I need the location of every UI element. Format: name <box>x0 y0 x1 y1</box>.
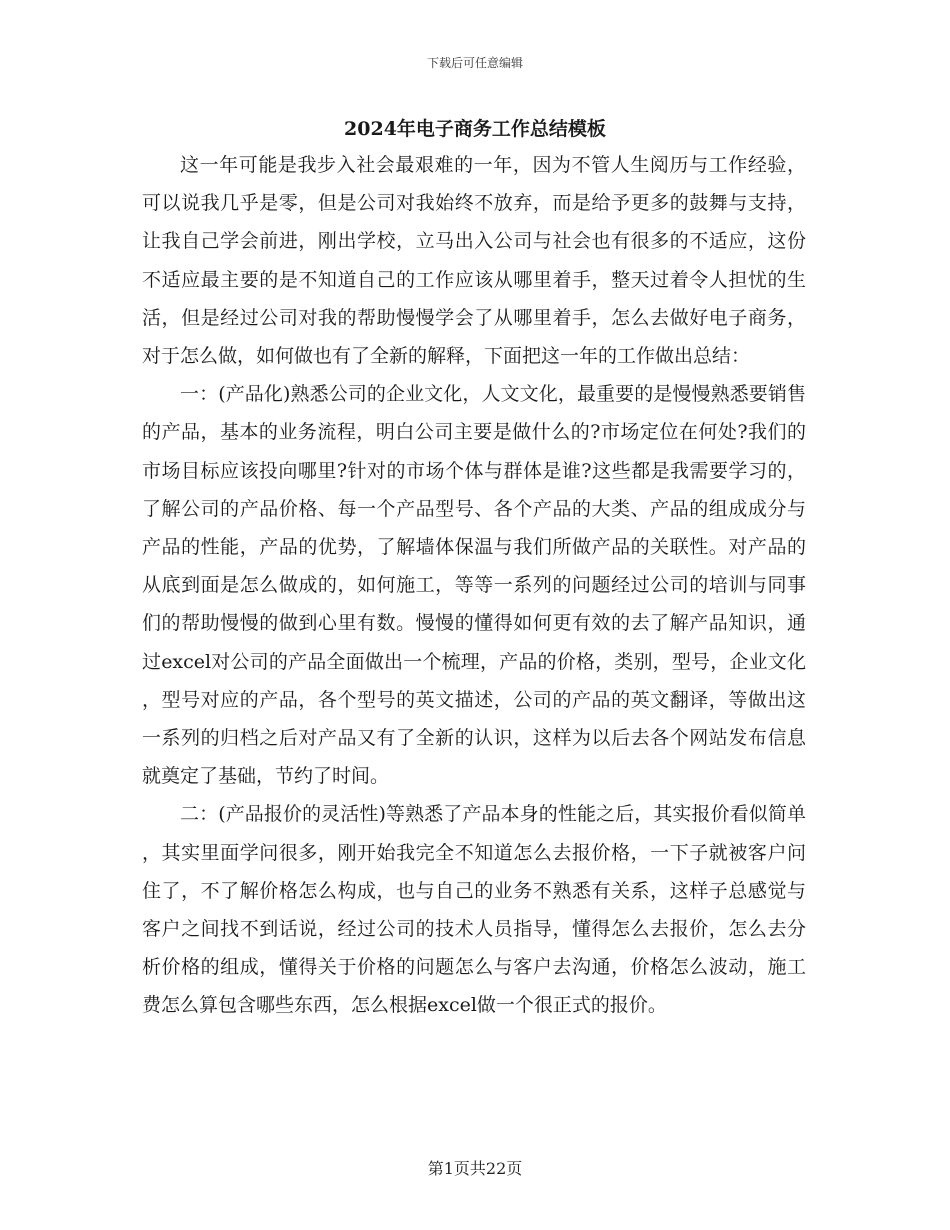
document-title: 2024年电子商务工作总结模板 <box>344 118 606 140</box>
paragraph-section-two: 二：(产品报价的灵活性)等熟悉了产品本身的性能之后，其实报价看似简单，其实里面学问很多，刚开始我完全不知道怎么去报价格，一下子就被客户问住了，不了解价格怎么构成，也与自己的业务不熟悉有关系，这样子总感觉与客户之间找不到话说，经过公司的技术人员指导，懂得怎么去报价，怎么去分析价格的组成，懂得关于价格的问题怎么与客户去沟通，价格怎么波动，施工费怎么算包含哪些东西，怎么根据excel做一个很正式的报价。 <box>142 803 806 1017</box>
header-note: 下载后可任意编辑 <box>426 56 523 70</box>
page-indicator: 第1页共22页 <box>427 1159 523 1178</box>
paragraph-section-one: 一：(产品化)熟悉公司的企业文化，人文文化，最重要的是慢慢熟悉要销售的产品，基本的业务流程，明白公司主要是做什么的?市场定位在何处?我们的市场目标应该投向哪里?针对的市场个体与群体是谁?这些都是我需要学习的，了解公司的产品价格、每一个产品型号、各个产品的大类、产品的组成成分与产品的性能，产品的优势，了解墙体保温与我们所做产品的关联性。对产品的从底到面是怎么做成的，如何施工，等等一系列的问题经过公司的培训与同事们的帮助慢慢的做到心里有数。慢慢的懂得如何更有效的去了解产品知识，通过excel对公司的产品全面做出一个梳理，产品的价格，类别，型号，企业文化，型号对应的产品，各个型号的英文描述，公司的产品的英文翻译，等做出这一系列的归档之后对产品又有了全新的认识，这样为以后去各个网站发布信息就奠定了基础，节约了时间。 <box>142 383 806 788</box>
document-body <box>142 146 806 1025</box>
paragraph-intro: 这一年可能是我步入社会最艰难的一年，因为不管人生阅历与工作经验，可以说我几乎是零，但是公司对我始终不放弃，而是给予更多的鼓舞与支持，让我自己学会前进，刚出学校，立马出入公司与社会也有很多的不适应，这份不适应最主要的是不知道自己的工作应该从哪里着手，整天过着令人担忧的生活，但是经过公司对我的帮助慢慢学会了从哪里着手，怎么去做好电子商务，对于怎么做，如何做也有了全新的解释，下面把这一年的工作做出总结： <box>142 154 806 368</box>
